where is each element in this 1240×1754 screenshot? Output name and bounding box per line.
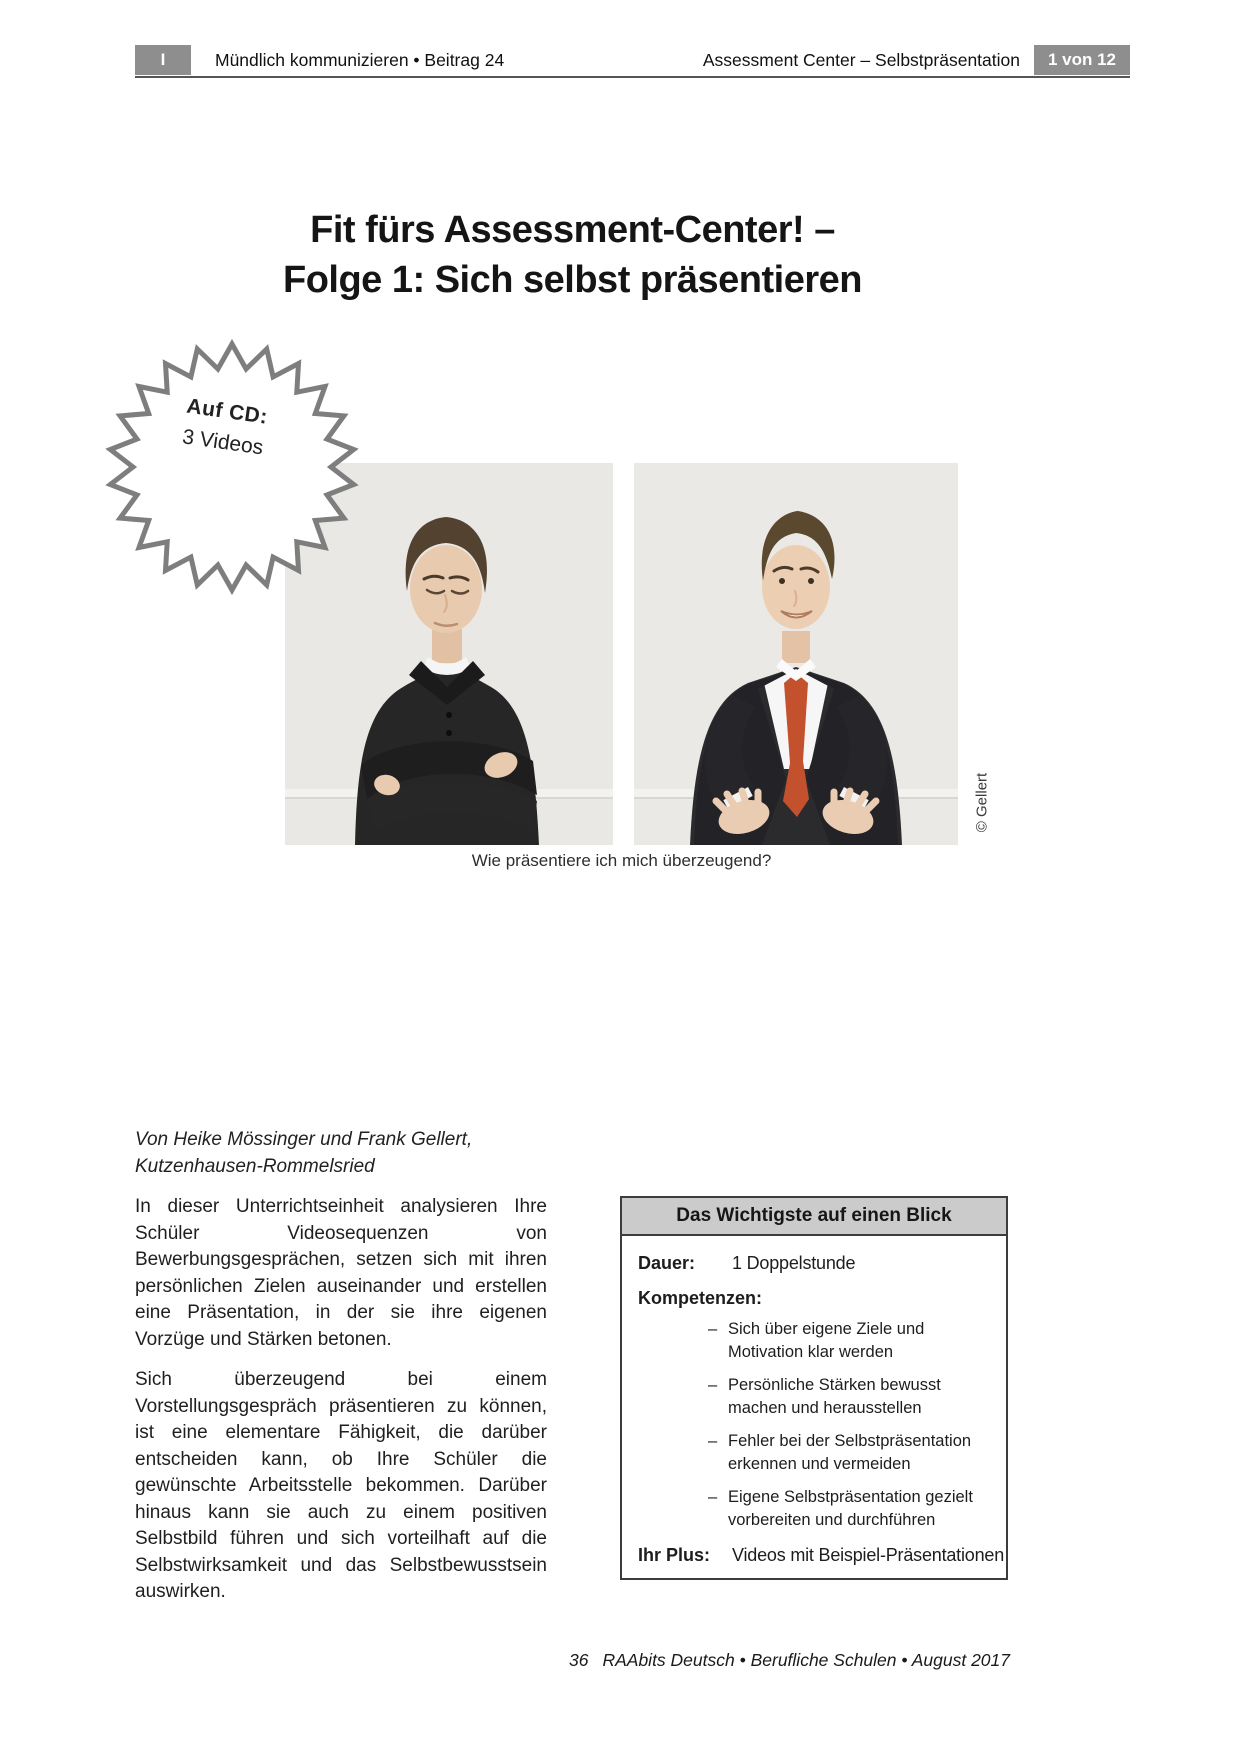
competencies-list [708,1318,992,1532]
plus-value: Videos mit Beispiel-Präsentationen [732,1545,1005,1565]
duration-label: Dauer: [638,1253,696,1273]
footer-page-number: 36 [569,1650,589,1670]
list-item: – Fehler bei der Selbstpräsentation erkennen und vermeiden [708,1430,992,1476]
list-item: – Eigene Selbstpräsentation gezielt vorbereiten und durchführen [708,1486,992,1532]
header-series-text: Mündlich kommunizieren • Beitrag 24 [215,49,505,70]
footer-imprint: RAAbits Deutsch • Berufliche Schulen • August 2017 [602,1650,1010,1670]
header-rule [135,76,1130,78]
dash-bullet: – [708,1432,718,1450]
list-item: – Sich über eigene Ziele und Motivation klar werden [708,1318,992,1364]
cd-badge-line1: Auf CD: [185,394,270,429]
dash-bullet: – [708,1488,718,1506]
author-block [135,1126,555,1180]
photo-suit-open-gesture [634,463,958,845]
page-header [135,45,1130,75]
author-line2: Kutzenhausen-Rommelsried [135,1156,375,1177]
photo-suit-illustration [634,463,958,845]
plus-label: Ihr Plus: [638,1545,711,1565]
intro-paragraph-1: In dieser Unterrichtseinheit analysieren Ihre Schüler Videosequenzen von Bewerbungsgesprächen, setzen sich mit ihren persönlichen Zielen auseinander und erstellen eine Präsentation, in der sie ihre eigenen Vorzüge und Stärken betonen. [135,1196,547,1350]
photo-credit: © Gellert [973,772,991,833]
overview-box-title: Das Wichtigste auf einen Blick [622,1198,1006,1236]
page-title [135,205,1010,305]
page-footer [569,1650,1010,1671]
dash-bullet: – [708,1376,718,1394]
page-title-line1: Fit fürs Assessment-Center! – [310,209,835,251]
photo-caption: Wie präsentiere ich mich überzeugend? [471,851,772,870]
cd-badge [103,338,361,596]
header-topic-text: Assessment Center – Selbstpräsentation [702,49,1020,70]
cd-badge-line2: 3 Videos [180,425,265,460]
dash-bullet: – [708,1320,718,1338]
page-title-line2: Folge 1: Sich selbst präsentieren [282,259,862,301]
overview-box [620,1196,1008,1580]
page-count-badge: 1 von 12 [1034,45,1130,75]
intro-paragraph-2: Sich überzeugend bei einem Vorstellungsgespräch präsentieren zu können, ist eine elementare Fähigkeit, die darüber entscheiden kann, ob Ihre Schüler die gewünschte Arbeitsstelle bekommen. Darüber hinaus kann sie auch zu einem positiven Selbstbild führen und sich vorteilhaft auf die Selbstwirksamkeit und das Selbstbewusstsein auswirken. [135,1369,547,1602]
competencies-label: Kompetenzen: [638,1288,763,1308]
duration-row [638,1250,992,1276]
chapter-tab: I [135,45,191,75]
duration-value: 1 Doppelstunde [732,1253,856,1273]
author-line1: Von Heike Mössinger und Frank Gellert, [135,1129,473,1150]
overview-box-body [622,1236,1006,1568]
intro-text-column [135,1194,547,1620]
list-item: – Persönliche Stärken bewusst machen und herausstellen [708,1374,992,1420]
plus-row [638,1542,1005,1568]
